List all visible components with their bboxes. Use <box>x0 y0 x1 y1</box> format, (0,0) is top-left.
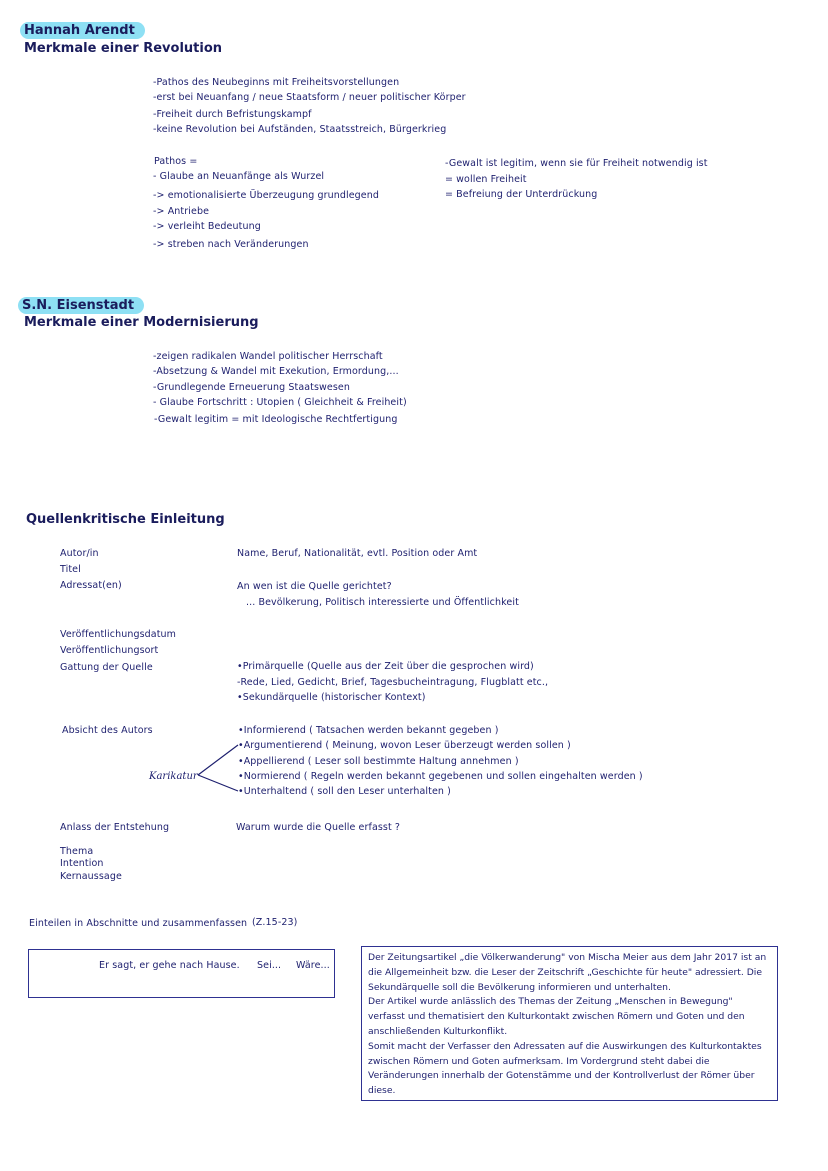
gattung-item-1: •Primärquelle (Quelle aus der Zeit über die gesprochen wird) <box>237 661 534 672</box>
label-autor: Autor/in <box>60 548 99 559</box>
arendt-point-1: -Pathos des Neubeginns mit Freiheitsvorstellungen <box>153 77 400 88</box>
label-adressat: Adressat(en) <box>60 580 122 591</box>
article-paragraph-3: Somit macht der Verfasser den Adressaten auf die Auswirkungen des Kulturkontaktes zwischen Römern und Goten aufmerksam. Im Vordergrund steht dabei die Veränderungen innerhalb der Gotenstämme und der Kontrollverlust der Römer über diese. <box>368 1040 762 1097</box>
desc-autor: Name, Beruf, Nationalität, evtl. Position oder Amt <box>237 548 478 559</box>
pathos-item-5: -> streben nach Veränderungen <box>153 239 309 250</box>
gattung-item-2: -Rede, Lied, Gedicht, Brief, Tagesbucheintragung, Flugblatt etc., <box>237 677 549 688</box>
abschnitte-ref: (Z.15-23) <box>252 917 298 928</box>
eisenstadt-title: Merkmale einer Modernisierung <box>24 315 259 330</box>
absicht-item-3: •Appellierend ( Leser soll bestimmte Haltung annehmen ) <box>238 756 519 767</box>
pathos-item-1: - Glaube an Neuanfänge als Wurzel <box>153 171 325 182</box>
konjunktiv-box <box>28 949 335 998</box>
eisenstadt-point-4: - Glaube Fortschritt : Utopien ( Gleichheit & Freiheit) <box>153 397 407 408</box>
label-thema: Thema <box>60 846 94 857</box>
konjunktiv-sentence: Er sagt, er gehe nach Hause. <box>99 960 240 971</box>
absicht-item-5: •Unterhaltend ( soll den Leser unterhalten ) <box>238 786 451 797</box>
konjunktiv-sei: Sei... <box>257 960 282 971</box>
gattung-item-3: •Sekundärquelle (historischer Kontext) <box>237 692 426 703</box>
absicht-item-4: •Normierend ( Regeln werden bekannt gegebenen und sollen eingehalten werden ) <box>238 771 643 782</box>
desc-adressat: An wen ist die Quelle gerichtet? <box>237 581 392 592</box>
absicht-item-2: •Argumentierend ( Meinung, wovon Leser überzeugt werden sollen ) <box>238 740 571 751</box>
gewalt-item-1: -Gewalt ist legitim, wenn sie für Freiheit notwendig ist <box>445 158 708 169</box>
eisenstadt-name: S.N. Eisenstadt <box>18 297 144 314</box>
eisenstadt-point-3: -Grundlegende Erneuerung Staatswesen <box>153 382 350 393</box>
label-intention: Intention <box>60 858 104 869</box>
arendt-point-3: -Freiheit durch Befristungskampf <box>153 109 312 120</box>
quelle-title: Quellenkritische Einleitung <box>26 512 225 527</box>
label-gattung: Gattung der Quelle <box>60 662 153 673</box>
gewalt-item-3: = Befreiung der Unterdrückung <box>445 189 598 200</box>
desc-anlass: Warum wurde die Quelle erfasst ? <box>236 822 401 833</box>
arendt-name: Hannah Arendt <box>20 22 145 39</box>
eisenstadt-point-2: -Absetzung & Wandel mit Exekution, Ermordung,... <box>153 366 399 377</box>
label-titel: Titel <box>60 564 81 575</box>
pathos-item-4: -> verleiht Bedeutung <box>153 221 261 232</box>
arendt-point-4: -keine Revolution bei Aufständen, Staatsstreich, Bürgerkrieg <box>153 124 447 135</box>
article-box <box>361 946 778 1101</box>
article-paragraph-2: Der Artikel wurde anlässlich des Themas der Zeitung „Menschen in Bewegung" verfasst und thematisiert den Kulturkontakt zwischen Römern und Goten und den anschließenden Kulturkonflikt. <box>368 996 745 1037</box>
abschnitte-label: Einteilen in Abschnitte und zusammenfassen <box>29 918 248 929</box>
label-datum: Veröffentlichungsdatum <box>60 629 176 640</box>
karikatur-label: Karikatur <box>149 771 198 782</box>
absicht-item-1: •Informierend ( Tatsachen werden bekannt gegeben ) <box>238 725 499 736</box>
pathos-label: Pathos = <box>154 156 198 167</box>
eisenstadt-point-1: -zeigen radikalen Wandel politischer Herrschaft <box>153 351 383 362</box>
karikatur-bracket <box>196 742 242 794</box>
gewalt-item-2: = wollen Freiheit <box>445 174 527 185</box>
label-ort: Veröffentlichungsort <box>60 645 159 656</box>
konjunktiv-waere: Wäre... <box>296 960 330 971</box>
label-absicht: Absicht des Autors <box>62 725 153 736</box>
arendt-title: Merkmale einer Revolution <box>24 41 223 56</box>
desc-adressat-2: ... Bevölkerung, Politisch interessierte und Öffentlichkeit <box>246 597 519 608</box>
pathos-item-3: -> Antriebe <box>153 206 210 217</box>
label-kernaussage: Kernaussage <box>60 871 122 882</box>
article-paragraph-1: Der Zeitungsartikel „die Völkerwanderung" von Mischa Meier aus dem Jahr 2017 ist an die Allgemeinheit bzw. die Leser der Zeitschrift „Geschichte für heute" adressiert. Die Sekundärquelle soll die Bevölkerung informieren und unterhalten. <box>368 952 767 993</box>
pathos-item-2: -> emotionalisierte Überzeugung grundlegend <box>153 190 379 201</box>
label-anlass: Anlass der Entstehung <box>60 822 170 833</box>
eisenstadt-point-5: -Gewalt legitim = mit Ideologische Rechtfertigung <box>154 414 398 425</box>
arendt-point-2: -erst bei Neuanfang / neue Staatsform / neuer politischer Körper <box>153 92 466 103</box>
